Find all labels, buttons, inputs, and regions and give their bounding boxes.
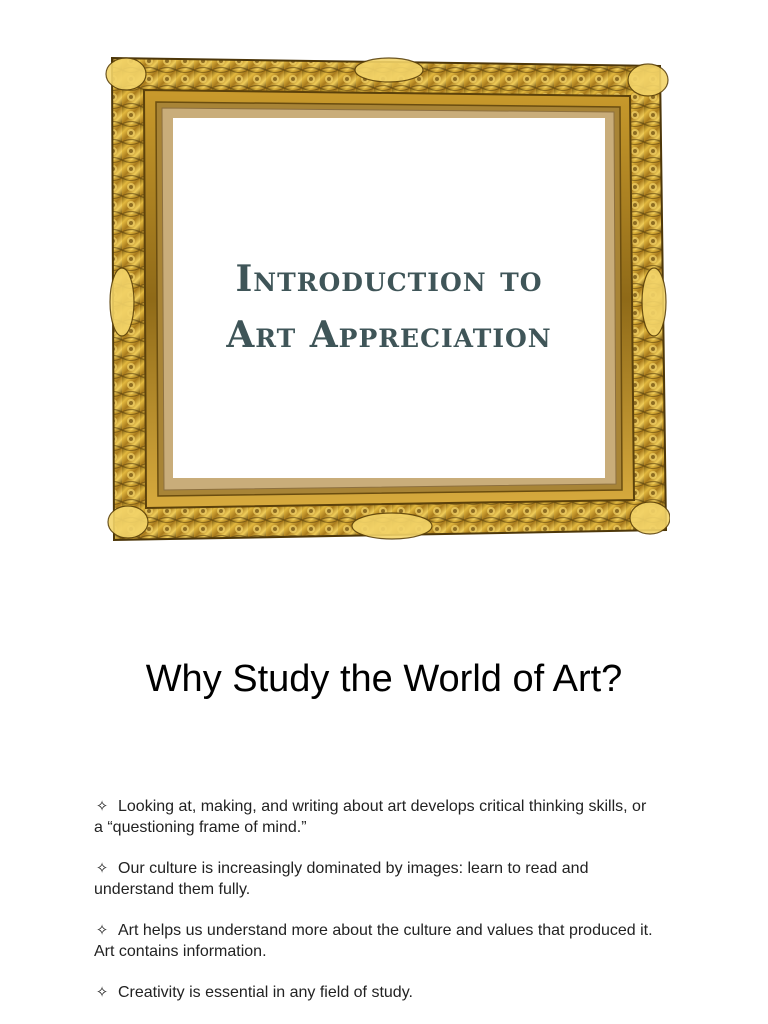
section-heading: Why Study the World of Art? [145,658,623,700]
star-bullet-icon: ✧ [95,921,109,939]
list-item [94,920,654,962]
list-item-text: Art helps us understand more about the culture and values that produced it. Art contains information. [94,922,653,960]
star-bullet-icon: ✧ [95,983,109,1001]
list-item-text: Our culture is increasingly dominated by images: learn to read and understand them fully. [94,860,589,898]
list-item-text: Looking at, making, and writing about art develops critical thinking skills, or a “questioning frame of mind.” [94,798,647,836]
list-item [94,858,654,900]
star-bullet-icon: ✧ [95,859,109,877]
list-item-text: Creativity is essential in any field of study. [118,984,413,1001]
cover-title-line-2: Art Appreciation [226,314,552,356]
bullet-list [94,796,654,1023]
list-item [94,982,654,1003]
cover-frame [104,52,670,544]
star-bullet-icon: ✧ [95,797,109,815]
cover-title-line-1: Introduction to [235,258,543,300]
list-item [94,796,654,838]
frame-canvas [173,118,605,478]
